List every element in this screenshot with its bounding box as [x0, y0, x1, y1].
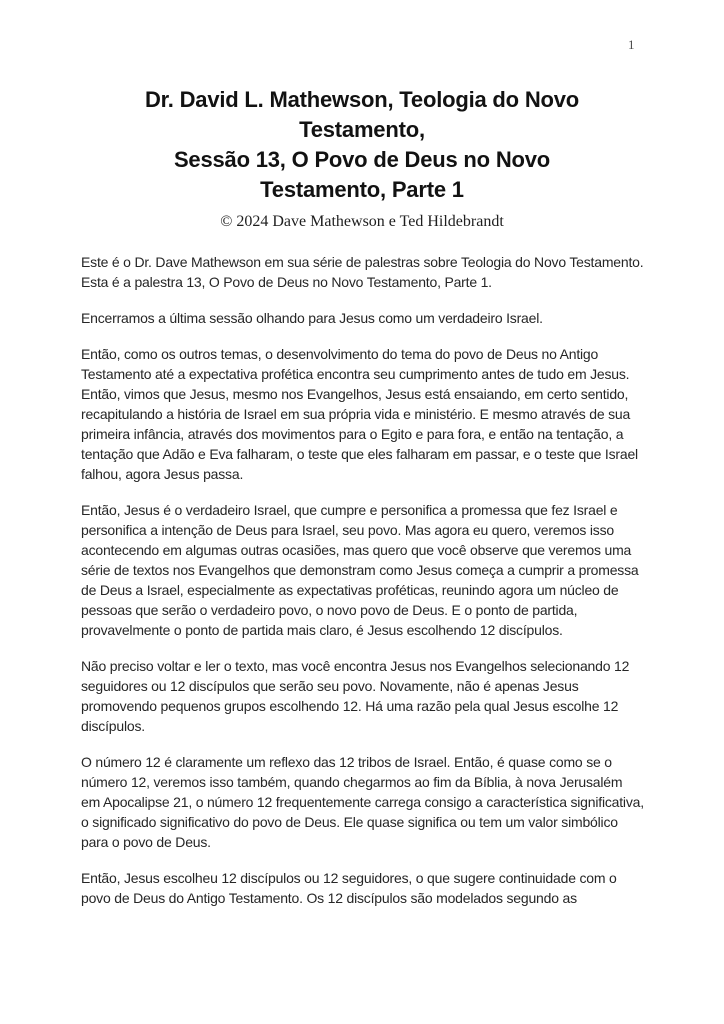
paragraph-6: O número 12 é claramente um reflexo das 12 tribos de Israel. Então, é quase como se o número 12, veremos isso também, quando chegarmos ao fim da Bíblia, à nova Jerusalém em Apocalipse 21, o número 12 frequentemente carrega consigo a característica significativa, o significado significativo do povo de Deus. Ele quase significa ou tem um valor simbólico para o povo de Deus. [81, 754, 644, 850]
title-line-1: Dr. David L. Mathewson, Teologia do Novo [144, 87, 580, 112]
title-line-2: Testamento, [299, 117, 425, 142]
paragraph-5: Não preciso voltar e ler o texto, mas você encontra Jesus nos Evangelhos selecionando 12 seguidores ou 12 discípulos que serão seu povo. Novamente, não é apenas Jesus promovendo pequenos grupos escolhendo 12. Há uma razão pela qual Jesus escolhe 12 discípulos. [81, 658, 630, 734]
title-line-3: Sessão 13, O Povo de Deus no Novo [173, 147, 551, 172]
paragraph-3: Então, como os outros temas, o desenvolvimento do tema do povo de Deus no Antigo Testamento até a expectativa profética encontra seu cumprimento antes de tudo em Jesus. Então, vimos que Jesus, mesmo nos Evangelhos, Jesus está ensaiando, em certo sentido, recapitulando a história de Israel em sua própria vida e ministério. E mesmo através de sua primeira infância, através dos movimentos para o Egito e para fora, e então na tentação, a tentação que Adão e Eva falharam, o teste que eles falharam em passar, e o teste que Israel falhou, agora Jesus passa. [81, 346, 638, 482]
paragraph-2: Encerramos a última sessão olhando para Jesus como um verdadeiro Israel. [81, 310, 543, 326]
paragraph-4: Então, Jesus é o verdadeiro Israel, que cumpre e personifica a promessa que fez Israel e personifica a intenção de Deus para Israel, seu povo. Mas agora eu quero, veremos isso acontecendo em algumas outras ocasiões, mas quero que você observe que veremos uma série de textos nos Evangelhos que demonstram como Jesus começa a cumprir a promessa de Deus a Israel, especialmente as expectativas proféticas, reunindo agora um núcleo de pessoas que serão o verdadeiro povo, o novo povo de Deus. E o ponto de partida, provavelmente o ponto de partida mais claro, é Jesus escolhendo 12 discípulos. [81, 502, 639, 638]
copyright-line: © 2024 Dave Mathewson e Ted Hildebrandt [220, 213, 504, 230]
paragraph-7: Então, Jesus escolheu 12 discípulos ou 12 seguidores, o que sugere continuidade com o povo de Deus do Antigo Testamento. Os 12 discípulos são modelados segundo as [81, 870, 617, 906]
title-line-4: Testamento, Parte 1 [260, 177, 464, 202]
page-number: 1 [628, 37, 635, 52]
document-body [81, 252, 645, 924]
document-title [60, 85, 664, 205]
paragraph-1: Este é o Dr. Dave Mathewson em sua série de palestras sobre Teologia do Novo Testamento. Esta é a palestra 13, O Povo de Deus no Novo Testamento, Parte 1. [81, 254, 644, 290]
